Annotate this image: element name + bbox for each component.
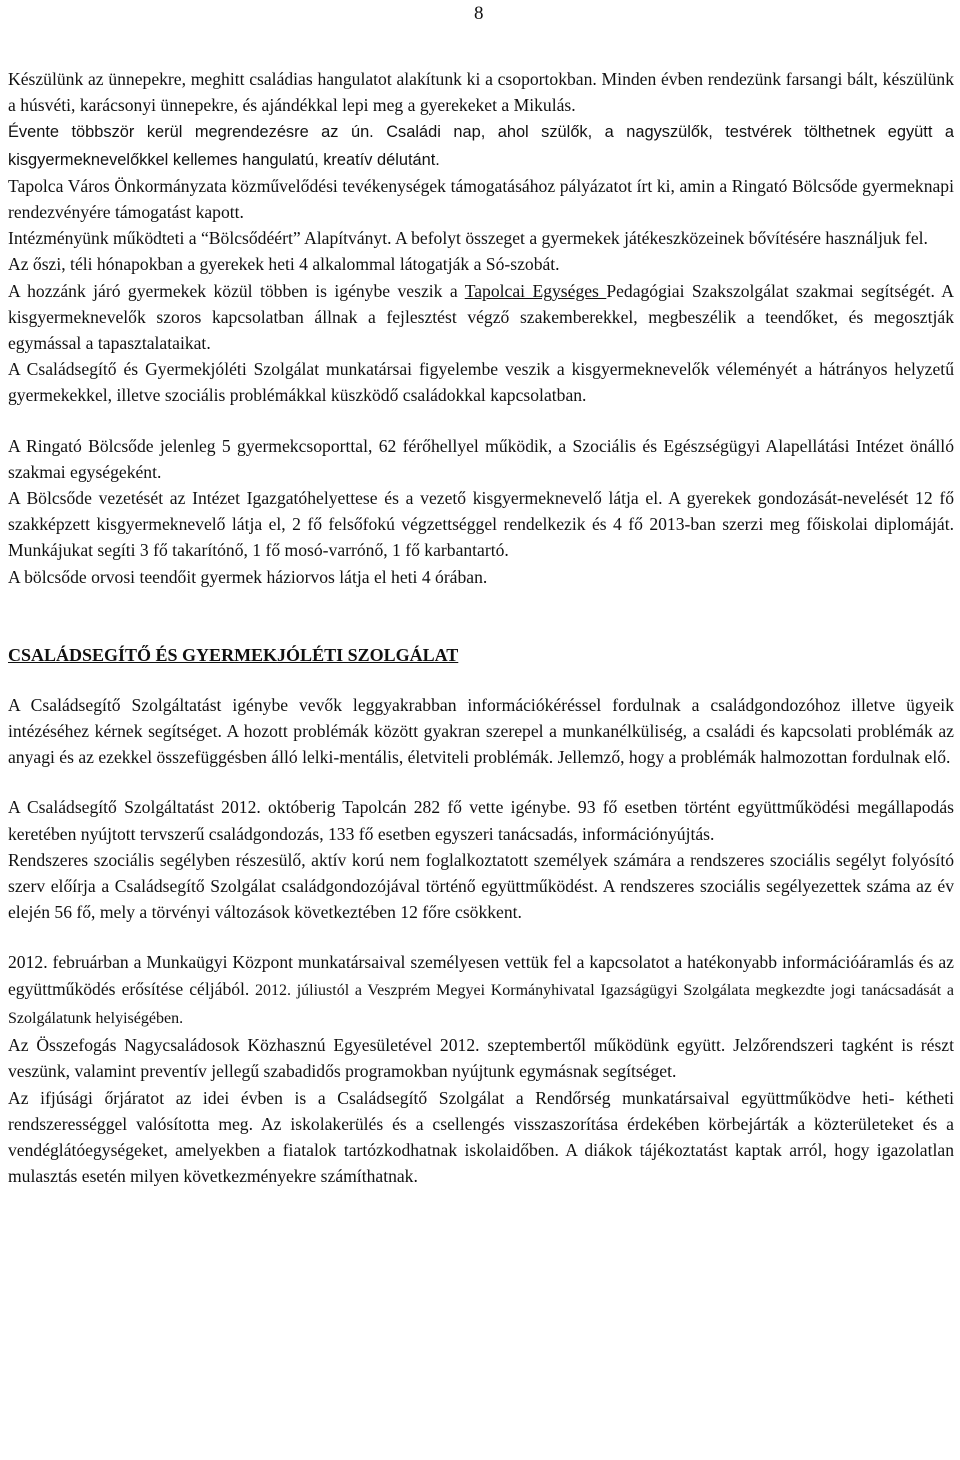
spacer	[8, 590, 954, 642]
paragraph-service-requests: A Családsegítő Szolgáltatást igénybe vevők leggyakrabban információkéréssel fordulnak a családgondozóhoz illetve ügyeik intézéséhez kérnek segítséget. A hozott problémák között gyakran szerepel a munkanélküliség, a családi és kapcsolati problémák az anyagi és az ezekkel összefüggésben álló lelki-mentális, életviteli problémák. Jellemző, hogy a problémák halmozottan fordulnak elő.	[8, 694, 954, 768]
paragraph-pedagogical-service	[8, 278, 954, 357]
family-day-lead: Évente többször kerül megrendezésre az ún.	[8, 123, 374, 142]
spacer	[8, 409, 954, 433]
pedagogical-lead: A hozzánk járó gyermekek közül többen is igénybe veszik a	[8, 280, 465, 301]
paragraph-foundation: Intézményünk működteti a “Bölcsődéért” Alapítványt. A befolyt összeget a gyermekek játékeszközeinek bővítésére használjuk fel.	[8, 228, 928, 249]
pedagogical-tail: Pedagógiai Szakszolgálat szakmai segítségét.	[606, 280, 935, 301]
paragraph-family-support: A Családsegítő és Gyermekjóléti Szolgálat munkatársai figyelembe veszik a kisgyermeknevelők véleményét a hátrányos helyzetű gyermekekkel, illetve szociális problémákkal küszködő családokkal kapcsolatban.	[8, 359, 954, 406]
paragraph-family-day	[8, 118, 954, 172]
spacer	[8, 770, 954, 794]
page-number: 8	[474, 3, 484, 24]
paragraph-large-families: Az Összefogás Nagycsaládosok Közhasznú Egyesületével 2012. szeptembertől működünk együtt. Jelzőrendszeri tagként is részt veszünk, valamint preventív jellegű szabadidős programokban nyújtunk egymásnak segítséget.	[8, 1035, 954, 1082]
staff-caregivers: A gyerekek gondozását-nevelését 12 fő szakképzett kisgyermeknevelő látja el, 2 fő felsőfokú végzettséggel rendelkezik és 4 fő 2013-ban szerzi meg főiskolai diplomáját.	[8, 488, 954, 535]
pedagogical-link[interactable]: Tapolcai Egységes	[464, 280, 607, 301]
paragraph-youth-patrol: Az ifjúsági őrjáratot az idei évben is a Családsegítő Szolgálat a Rendőrség munkatársaival együttműködve heti- kétheti rendszerességgel valósította meg. Az iskolakerülés és a csellengés visszaszorítása érdekében körbejárták a közterületeket és a vendéglátóegységeket, amelyekben a fiatalok tartózkodhatnak iskolaidőben. A diákok tájékoztatást kaptak arról, hogy igazolatlan mulasztás esetén milyen következményekre számíthatnak.	[8, 1087, 954, 1187]
staff-lead: A Bölcsőde vezetését az Intézet Igazgatóhelyettese és a vezető kisgyermeknevelő látja el.	[8, 488, 663, 509]
paragraph-salt-room: Az őszi, téli hónapokban a gyerekek heti 4 alkalommal látogatják a Só-szobát.	[8, 254, 560, 275]
section-heading: CSALÁDSEGÍTŐ ÉS GYERMEKJÓLÉTI SZOLGÁLAT	[8, 644, 459, 665]
paragraph-social-benefit: Rendszeres szociális segélyben részesülő, aktív korú nem foglalkoztatott személyek számára a rendszeres szociális segélyt folyósító szerv előírja a Családsegítő Szolgálat családgondozójával történő együttműködést. A rendszeres szociális segélyezettek száma az év elején 56 fő, mely a törvényi változások következtében 12 főre csökkent.	[8, 849, 954, 923]
paragraph-nursery-doctor: A bölcsőde orvosi teendőit gyermek háziorvos látja el heti 4 órában.	[8, 566, 488, 587]
labour-office-text: 2012. februárban a Munkaügyi Központ munkatársaival személyesen vettük fel a kapcsolatot a hatékonyabb információáramlás és az együttműködés erősítése céljából.	[8, 952, 954, 999]
legal-advice-text: 2012. júliustól a Veszprém Megyei Kormányhivatal Igazságügyi Szolgálata megkezdte jogi tanácsadását a Szolgálatunk helyiségében.	[8, 981, 955, 1027]
spacer	[8, 668, 954, 692]
spacer	[8, 925, 954, 949]
paragraph-nursery-staff	[8, 485, 954, 564]
paragraph-labour-office	[8, 949, 954, 1032]
document-body	[8, 66, 954, 1189]
paragraph-celebrations: Készülünk az ünnepekre, meghitt családias hangulatot alakítunk ki a csoportokban. Minden évben rendezünk farsangi bált, készülünk a húsvéti, karácsonyi ünnepekre, és ajándékkal lepi meg a gyerekeket a Mikulás.	[8, 69, 954, 116]
paragraph-nursery-capacity: A Ringató Bölcsőde jelenleg 5 gyermekcsoporttal, 62 férőhellyel működik, a Szociális és Egészségügyi Alapellátási Intézet önálló szakmai egységeként.	[8, 435, 954, 482]
family-day-text: Családi nap, ahol szülők, a nagyszülők, testvérek tölthetnek együtt a kisgyermeknevelőkkel kellemes hangulatú, kreatív délutánt.	[8, 123, 954, 169]
staff-support: Munkájukat segíti 3 fő takarítónő, 1 fő mosó-varrónő, 1 fő karbantartó.	[8, 540, 509, 561]
pedagogical-cooperation: A kisgyermeknevelők szoros kapcsolatban állnak a fejlesztést végző szakemberekkel, megbeszélik a teendőket, és megosztják egymással a tapasztalataikat.	[8, 280, 954, 354]
paragraph-grant: Tapolca Város Önkormányzata közművelődési tevékenységek támogatásához pályázatot írt ki, amin a Ringató Bölcsőde gyermeknapi rendezvényére támogatást kapott.	[8, 175, 954, 223]
paragraph-service-statistics: A Családsegítő Szolgáltatást 2012. októberig Tapolcán 282 fő vette igénybe. 93 fő esetben történt együttműködési megállapodás keretében nyújtott tervszerű családgondozás, 133 fő esetben egyszeri tanácsadás, információnyújtás.	[8, 797, 954, 844]
